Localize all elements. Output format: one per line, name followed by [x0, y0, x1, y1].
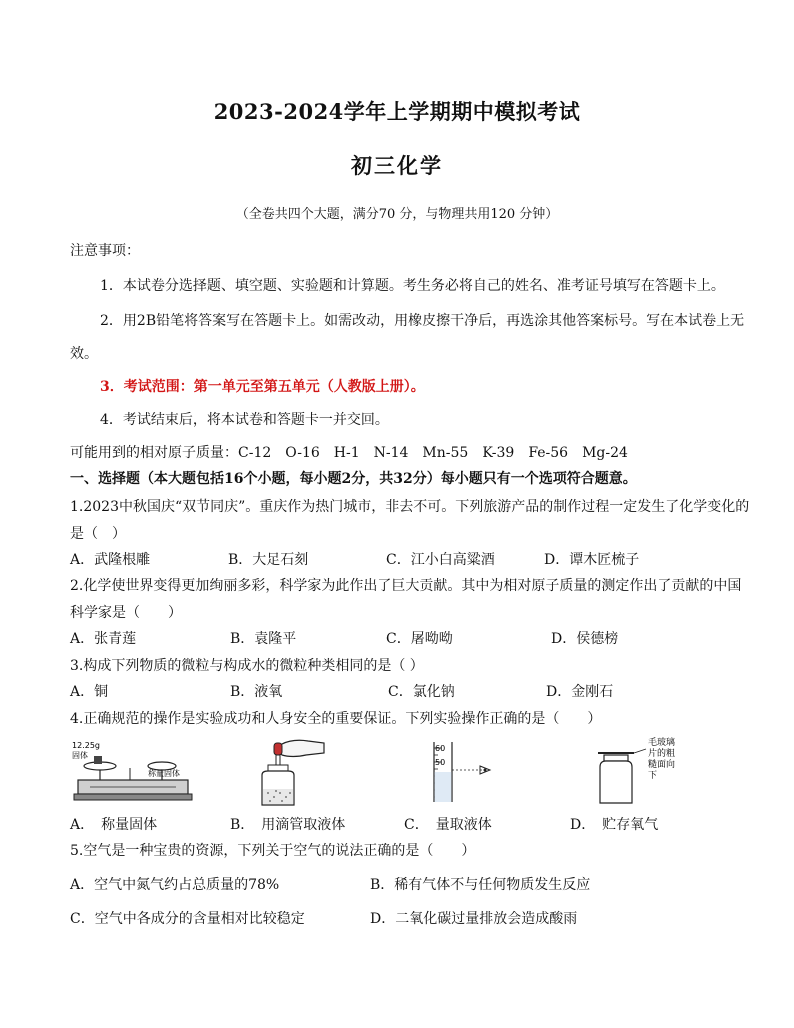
q1-option-b: B．大足石刻: [228, 552, 309, 568]
fig-d-label-4: 下: [648, 771, 658, 781]
q3-option-c: C．氯化钠: [388, 684, 455, 700]
notice-item-2-cont: 效。: [70, 346, 98, 362]
question-2: 2.化学使世界变得更加绚丽多彩，科学家为此作出了巨大贡献。其中为相对原子质量的测定作出了贡献的中国: [70, 578, 742, 594]
fig-a-solid-label: 固体: [72, 751, 88, 760]
q4-option-c: C． 量取液体: [404, 817, 492, 833]
dropper-figure: [248, 735, 328, 807]
fig-a-weight-label: 称量固体: [148, 769, 180, 778]
fig-d-label-2: 片的粗: [648, 749, 676, 759]
exam-note: （全卷共四个大题，满分70 分，与物理共用120 分钟）: [235, 207, 559, 222]
q3-option-b: B．液氧: [230, 684, 283, 700]
notice-heading: 注意事项：: [70, 243, 140, 259]
q1-option-d: D．谭木匠梳子: [544, 552, 640, 568]
q2-option-d: D．侯德榜: [551, 631, 619, 647]
q5-option-b: B．稀有气体不与任何物质发生反应: [370, 877, 591, 893]
tick-60: 60: [435, 744, 446, 753]
q2-option-c: C．屠呦呦: [386, 631, 453, 647]
question-3: 3.构成下列物质的微粒与构成水的微粒种类相同的是（ ）: [70, 658, 424, 674]
q4-option-d: D． 贮存氧气: [570, 817, 659, 833]
q5-option-a: A．空气中氮气约占总质量的78%: [70, 877, 280, 893]
q3-option-a: A．铜: [70, 684, 109, 700]
section-1-title: 一、选择题（本大题包括16个小题，每小题2分，共32分）每小题只有一个选项符合题意。: [70, 471, 637, 487]
q3-option-d: D．金刚石: [546, 684, 614, 700]
q2-option-b: B．袁隆平: [230, 631, 297, 647]
exam-subject: 初三化学: [351, 153, 443, 178]
question-5: 5.空气是一种宝贵的资源，下列关于空气的说法正确的是（ ）: [70, 843, 476, 859]
tick-50: 50: [435, 758, 446, 767]
exam-title: 2023-2024学年上学期期中模拟考试: [213, 99, 581, 124]
balance-figure: [70, 738, 210, 806]
q5-option-d: D．二氧化碳过量排放会造成酸雨: [370, 911, 578, 927]
q5-option-c: C．空气中各成分的含量相对比较稳定: [70, 911, 305, 927]
q4-option-b: B． 用滴管取液体: [230, 817, 346, 833]
question-1: 1.2023中秋国庆“双节同庆”。重庆作为热门城市，非去不可。下列旅游产品的制作过程一定发生了化学变化的: [70, 499, 750, 515]
notice-item-4: 4．考试结束后，将本试卷和答题卡一并交回。: [100, 412, 389, 428]
fig-d-label-1: 毛玻璃: [648, 738, 676, 748]
q1-option-a: A．武隆根雕: [70, 552, 151, 568]
q2-option-a: A．张青莲: [70, 631, 137, 647]
question-4: 4.正确规范的操作是实验成功和人身安全的重要保证。下列实验操作正确的是（ ）: [70, 711, 602, 727]
notice-item-3: 3．考试范围：第一单元至第五单元（人教版上册）。: [100, 379, 425, 395]
q4-option-a: A． 称量固体: [70, 817, 158, 833]
q1-option-c: C．江小白高粱酒: [386, 552, 495, 568]
gas-jar-figure: [592, 735, 692, 807]
cylinder-figure: [424, 740, 504, 804]
fig-d-label-3: 糙面向: [648, 760, 676, 770]
fig-a-mass-label: 12.25g: [72, 741, 100, 750]
notice-item-1: 1．本试卷分选择题、填空题、实验题和计算题。考生务必将自己的姓名、准考证号填写在答题卡上。: [100, 278, 725, 294]
notice-item-2: 2．用2B铅笔将答案写在答题卡上。如需改动，用橡皮擦干净后，再选涂其他答案标号。写在本试卷上无: [100, 313, 745, 329]
question-2-cont: 科学家是（ ）: [70, 605, 182, 621]
question-1-cont: 是（ ）: [70, 526, 126, 542]
atomic-masses: 可能用到的相对原子质量：C-12 O-16 H-1 N-14 Mn-55 K-39 Fe-56 Mg-24: [70, 445, 628, 461]
